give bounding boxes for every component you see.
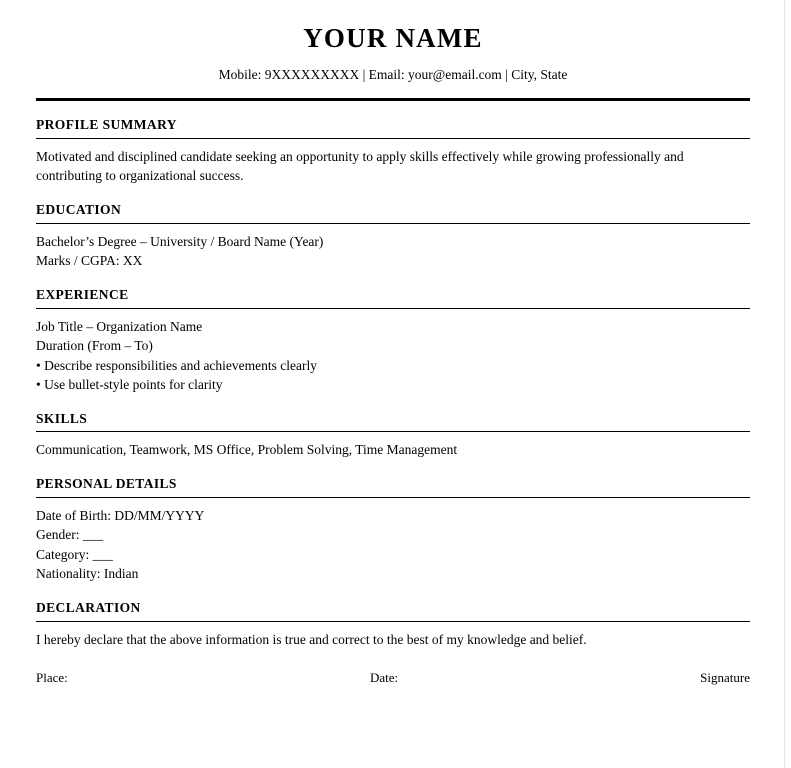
- section-title: PERSONAL DETAILS: [36, 475, 177, 491]
- text-line: Date of Birth: DD/MM/YYYY: [36, 507, 205, 523]
- header-divider-thick: [36, 98, 750, 101]
- text-line: Category: ___: [36, 546, 113, 562]
- text-line: Duration (From – To): [36, 338, 153, 353]
- resume-section: [36, 287, 750, 395]
- date-label: Date:: [370, 670, 399, 686]
- resume-section: [36, 202, 750, 271]
- section-title: SKILLS: [36, 410, 88, 426]
- resume-section: [36, 117, 750, 186]
- section-divider: [36, 223, 750, 224]
- section-body: [36, 506, 750, 584]
- section-body: [36, 630, 750, 650]
- section-title: EDUCATION: [36, 201, 122, 217]
- section-body: [36, 232, 750, 271]
- signature-row: [36, 670, 750, 690]
- bullet-line: • Describe responsibilities and achievements clearly: [36, 357, 318, 373]
- section-divider: [36, 497, 750, 498]
- section-divider: [36, 431, 750, 432]
- resume-section: [36, 411, 750, 460]
- candidate-name: YOUR NAME: [303, 23, 483, 53]
- resume-section: [36, 476, 750, 584]
- resume-header: [36, 0, 750, 83]
- section-divider: [36, 308, 750, 309]
- signature-label: Signature: [700, 670, 750, 686]
- section-title: DECLARATION: [36, 599, 141, 615]
- section-body: [36, 440, 750, 460]
- section-title: EXPERIENCE: [36, 286, 129, 302]
- section-divider: [36, 621, 750, 622]
- resume-content: [36, 0, 750, 690]
- text-line: Motivated and disciplined candidate seeking an opportunity to apply skills effectively while growing professionally and contributing to organizational success.: [36, 148, 687, 184]
- place-label: Place:: [36, 670, 68, 686]
- bullet-line: • Use bullet-style points for clarity: [36, 377, 223, 392]
- text-line: I hereby declare that the above information is true and correct to the best of my knowledge and belief.: [36, 631, 587, 647]
- section-title: PROFILE SUMMARY: [36, 116, 177, 132]
- text-line: Nationality: Indian: [36, 566, 139, 582]
- resume-section: [36, 600, 750, 649]
- contact-line: Mobile: 9XXXXXXXXX | Email: your@email.com | City, State: [218, 66, 568, 82]
- text-line: Job Title – Organization Name: [36, 318, 203, 334]
- text-line: Communication, Teamwork, MS Office, Problem Solving, Time Management: [36, 442, 458, 458]
- text-line: Gender: ___: [36, 527, 104, 543]
- section-body: [36, 317, 750, 395]
- section-divider: [36, 138, 750, 139]
- section-body: [36, 147, 750, 186]
- resume-sections: [36, 117, 750, 649]
- text-line: Bachelor’s Degree – University / Board Name (Year): [36, 233, 324, 249]
- text-line: Marks / CGPA: XX: [36, 253, 143, 269]
